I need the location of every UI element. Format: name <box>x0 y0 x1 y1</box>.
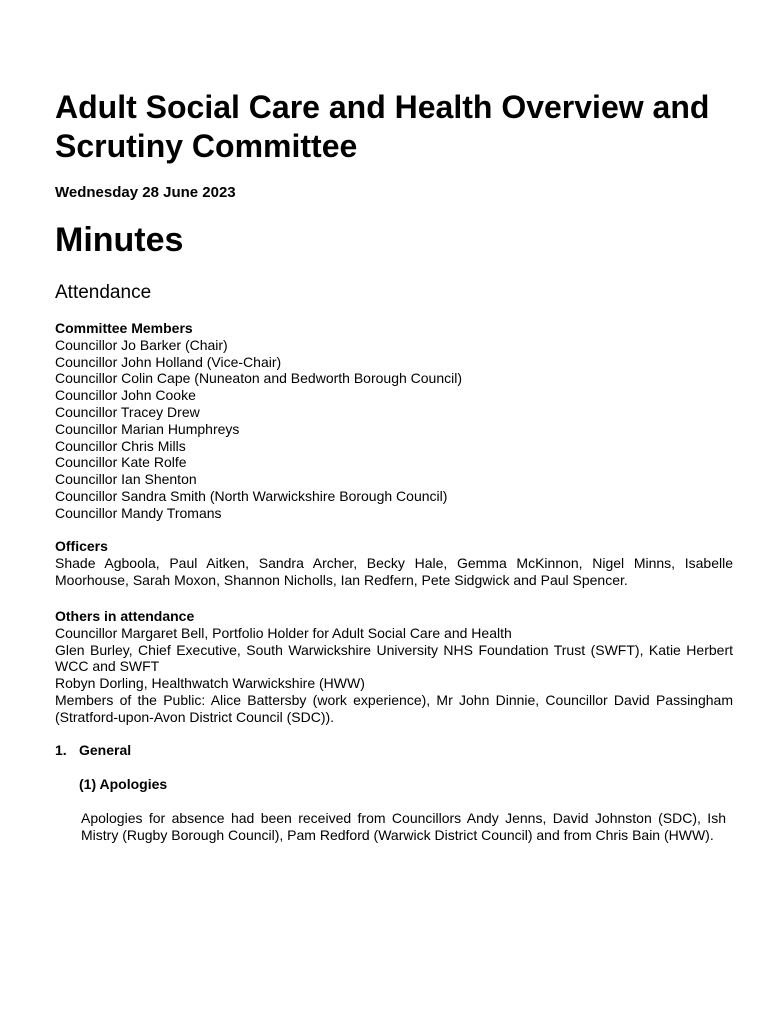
attendee-entry: Glen Burley, Chief Executive, South Warwickshire University NHS Foundation Trust (SWFT), Katie Herbert WCC and SWFT <box>55 641 733 675</box>
subsection-title: (1) Apologies <box>79 776 168 792</box>
minutes-heading: Minutes <box>55 221 184 259</box>
member-item: Councillor Mandy Tromans <box>55 504 222 521</box>
member-item: Councillor Chris Mills <box>55 437 186 454</box>
member-item: Councillor John Holland (Vice-Chair) <box>55 353 282 370</box>
officers-block <box>55 538 733 588</box>
section-number: 1. <box>55 742 67 758</box>
attendance-heading: Attendance <box>55 282 152 303</box>
member-item: Councillor Sandra Smith (North Warwickshire Borough Council) <box>55 487 448 504</box>
member-item: Councillor Kate Rolfe <box>55 454 187 471</box>
committee-members-heading: Committee Members <box>55 320 193 336</box>
meeting-date: Wednesday 28 June 2023 <box>55 184 236 201</box>
section-title: General <box>79 742 132 758</box>
committee-title: Adult Social Care and Health Overview and Scrutiny Committee <box>55 89 710 164</box>
officers-heading: Officers <box>55 538 108 554</box>
member-item: Councillor Jo Barker (Chair) <box>55 336 228 353</box>
member-item: Councillor Ian Shenton <box>55 471 197 488</box>
others-heading: Others in attendance <box>55 608 195 624</box>
member-item: Councillor Marian Humphreys <box>55 420 240 437</box>
others-in-attendance-block <box>55 608 733 726</box>
committee-members-block <box>55 320 733 522</box>
attendee-entry: Members of the Public: Alice Battersby (work experience), Mr John Dinnie, Councillor David Passingham (Stratford-upon-Avon District Council (SDC)). <box>55 691 733 725</box>
officers-list: Shade Agboola, Paul Aitken, Sandra Archer, Becky Hale, Gemma McKinnon, Nigel Minns, Isabelle Moorhouse, Sarah Moxon, Shannon Nicholls, Ian Redfern, Pete Sidgwick and Paul Spencer. <box>55 554 733 588</box>
attendee-entry: Councillor Margaret Bell, Portfolio Holder for Adult Social Care and Health <box>55 624 512 641</box>
member-item: Councillor John Cooke <box>55 387 196 404</box>
member-item: Councillor Colin Cape (Nuneaton and Bedworth Borough Council) <box>55 370 463 387</box>
apologies-text: Apologies for absence had been received from Councillors Andy Jenns, David Johnston (SDC), Ish Mistry (Rugby Borough Council), Pam Redford (Warwick District Council) and from Chris Bain (HWW). <box>81 810 726 843</box>
attendee-entry: Robyn Dorling, Healthwatch Warwickshire (HWW) <box>55 675 365 692</box>
member-item: Councillor Tracey Drew <box>55 403 200 420</box>
